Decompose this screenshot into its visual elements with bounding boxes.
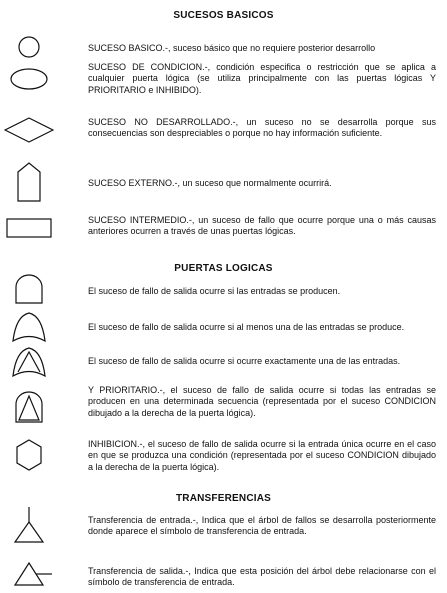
basic-event-description: SUCESO BASICO.-, suceso básico que no requiere posterior desarrollo [88,43,376,53]
heading-logic-gates: PUERTAS LOGICAS [174,263,273,274]
transfer-out-description: Transferencia de salida.-, Indica que esta posición del árbol debe relacionarse con el símbolo de transferencia de entrada. [88,566,436,588]
circle-icon [4,30,54,64]
priority-and-description: Y PRIORITARIO.-, el suceso de fallo de salida ocurre si todas las entradas se producen en una determinada secuencia (representada por el suceso CONDICION dibujado a la derecha de la puerta lógica). [88,385,436,418]
priority-and-gate-icon [4,389,54,423]
or-gate-description: El suceso de fallo de salida ocurre si al menos una de las entradas se produce. [88,322,405,332]
transfer-in-description: Transferencia de entrada.-, Indica que el árbol de fallos se desarrolla posteriormente donde aparece el símbolo de transferencia de entrada. [88,515,436,537]
and-gate-description: El suceso de fallo de salida ocurre si las entradas se producen. [88,286,341,296]
ellipse-icon [4,62,54,96]
hexagon-icon [4,438,54,472]
inhibit-gate-description: INHIBICION.-, el suceso de fallo de salida ocurre si la entrada única ocurre en el caso en que se produzca una condición (representada por el suceso CONDICION dibujado a la derecha de la puerta lógica). [88,439,436,472]
undeveloped-event-description: SUCESO NO DESARROLLADO.-, un suceso no se desarrolla porque sus consecuencias son despreciables o porque no hay información suficiente. [88,117,436,139]
xor-gate-icon [4,345,54,379]
and-gate-icon [4,272,54,306]
transfer-in-icon [4,506,54,546]
or-gate-icon [4,310,54,344]
diamond-icon [4,113,54,147]
heading-transfers: TRANSFERENCIAS [175,493,272,504]
heading-basic-events: SUCESOS BASICOS [173,10,274,21]
xor-gate-description: El suceso de fallo de salida ocurre si ocurre exactamente una de las entradas. [88,356,401,366]
intermediate-event-description: SUCESO INTERMEDIO.-, un suceso de fallo que ocurre porque una o más causas anteriores ocurren a través de unas puertas lógicas. [88,215,436,237]
transfer-out-icon [4,557,54,591]
condition-event-description: SUCESO DE CONDICION.-, condición especifica o restricción que se aplica a cualquier puerta lógica (se utiliza principalmente con las puertas lógicas Y PRIORITARIO e INHIBIDO). [88,62,436,95]
rectangle-icon [4,211,54,245]
house-icon [4,160,54,204]
external-event-description: SUCESO EXTERNO.-, un suceso que normalmente ocurrirá. [88,178,332,188]
